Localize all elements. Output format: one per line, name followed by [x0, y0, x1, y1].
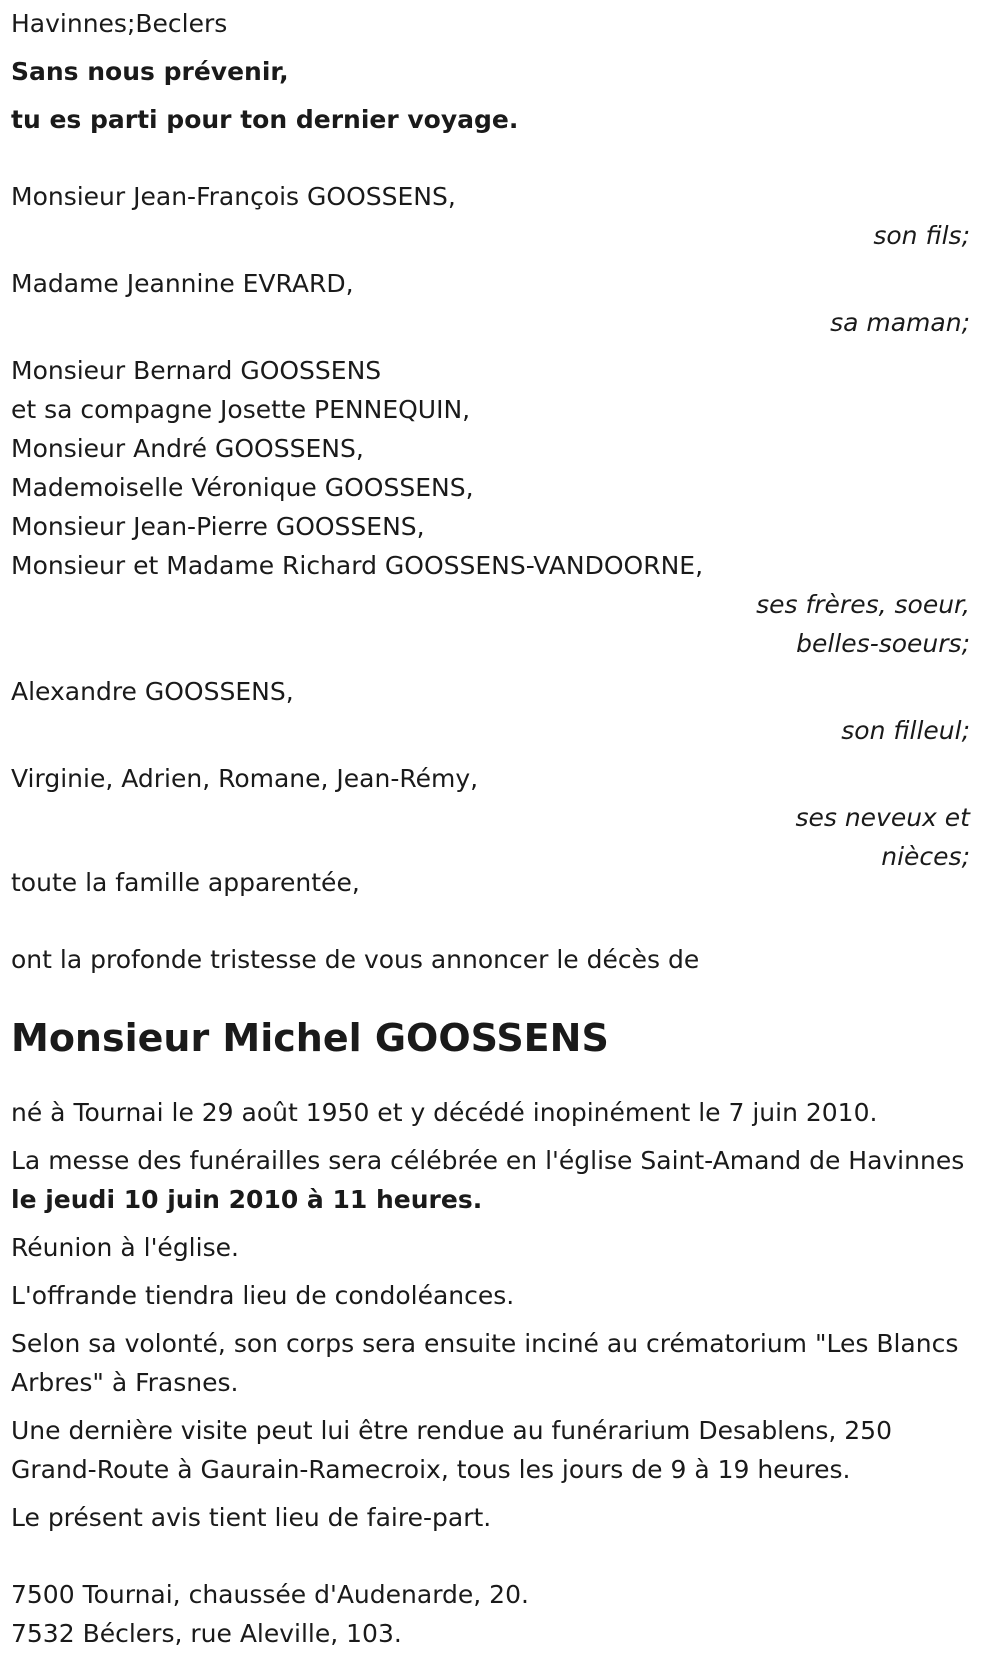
quote-line-1: Sans nous prévenir, — [11, 57, 289, 86]
family-role: belles-soeurs; — [796, 629, 970, 658]
mass-text: La messe des funérailles sera célébrée en l'église Saint-Amand de Havinnes — [11, 1146, 965, 1175]
quote-line-2: tu es parti pour ton dernier voyage. — [11, 105, 519, 134]
family-name: Monsieur Bernard GOOSSENS — [11, 356, 382, 385]
family-group-nephews — [11, 759, 970, 876]
mass-date: le jeudi 10 juin 2010 à 11 heures. — [11, 1185, 483, 1214]
family-name: Monsieur André GOOSSENS, — [11, 434, 364, 463]
family-role: sa maman; — [830, 308, 970, 337]
funeral-details — [11, 1093, 970, 1537]
addresses — [11, 1575, 970, 1653]
family-role: son fils; — [873, 221, 970, 250]
offering-text: L'offrande tiendra lieu de condoléances. — [11, 1281, 515, 1310]
mass-paragraph — [11, 1141, 970, 1219]
location-header: Havinnes;Beclers — [11, 9, 228, 38]
family-role: ses neveux et — [795, 803, 970, 832]
family-role: ses frères, soeur, — [756, 590, 970, 619]
family-name: Alexandre GOOSSENS, — [11, 677, 294, 706]
family-name: et sa compagne Josette PENNEQUIN, — [11, 395, 471, 424]
announcement-text: ont la profonde tristesse de vous annoncer le décès de — [11, 945, 700, 974]
family-group-godson — [11, 672, 970, 750]
notice-text: Le présent avis tient lieu de faire-part. — [11, 1503, 492, 1532]
family-name: Monsieur Jean-François GOOSSENS, — [11, 182, 456, 211]
birth-death-text: né à Tournai le 29 août 1950 et y décédé inopinément le 7 juin 2010. — [11, 1098, 878, 1127]
family-group-mother — [11, 264, 970, 342]
address-line: 7532 Béclers, rue Aleville, 103. — [11, 1619, 402, 1648]
family-name: Monsieur et Madame Richard GOOSSENS-VANDOORNE, — [11, 551, 704, 580]
family-role: son filleul; — [841, 716, 970, 745]
family-role: nièces; — [881, 842, 970, 871]
deceased-name: Monsieur Michel GOOSSENS — [11, 1016, 609, 1060]
family-name: Mademoiselle Véronique GOOSSENS, — [11, 473, 474, 502]
family-name: Madame Jeannine EVRARD, — [11, 269, 354, 298]
family-group-son — [11, 177, 970, 255]
cremation-text: Selon sa volonté, son corps sera ensuite inciné au crématorium "Les Blancs Arbres" à Frasnes. — [11, 1329, 959, 1397]
family-name: Virginie, Adrien, Romane, Jean-Rémy, — [11, 764, 479, 793]
family-name: Monsieur Jean-Pierre GOOSSENS, — [11, 512, 425, 541]
family-closing: toute la famille apparentée, — [11, 868, 360, 897]
meeting-text: Réunion à l'église. — [11, 1233, 239, 1262]
visit-text: Une dernière visite peut lui être rendue au funérarium Desablens, 250 Grand-Route à Gaurain-Ramecroix, tous les jours de 9 à 19 heures. — [11, 1416, 892, 1484]
address-line: 7500 Tournai, chaussée d'Audenarde, 20. — [11, 1580, 529, 1609]
family-group-siblings — [11, 351, 970, 663]
